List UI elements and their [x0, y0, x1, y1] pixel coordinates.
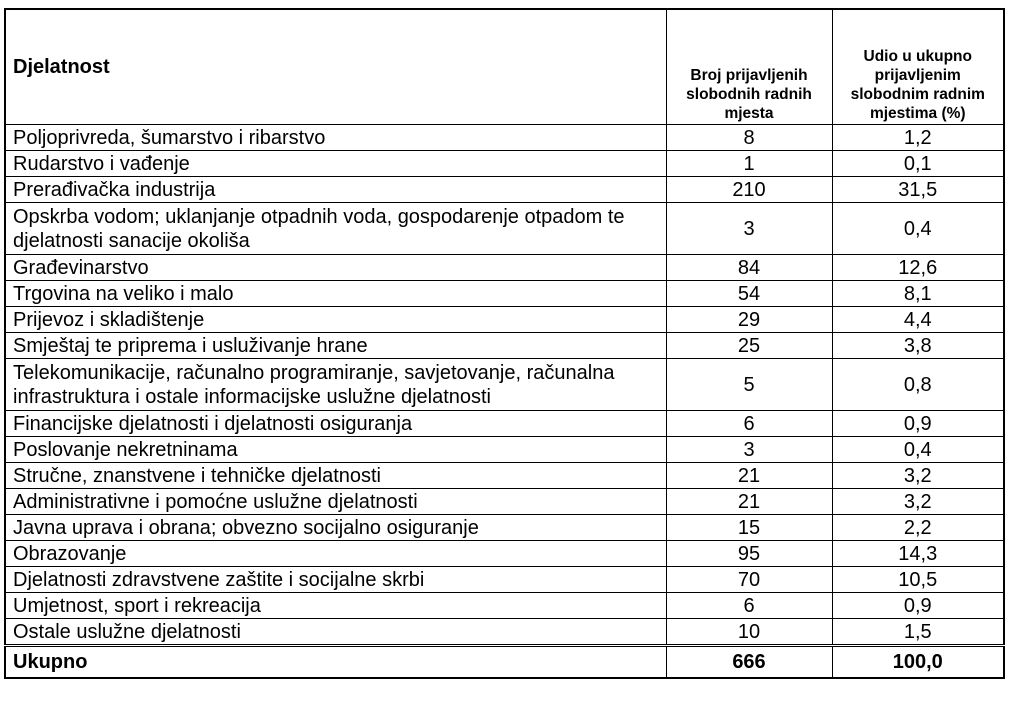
- table-row: [5, 333, 1004, 359]
- row-activity: Obrazovanje: [5, 541, 666, 567]
- header-activity: Djelatnost: [5, 9, 666, 125]
- row-share: 31,5: [832, 177, 1004, 203]
- table-row: [5, 619, 1004, 646]
- row-share: 0,9: [832, 593, 1004, 619]
- table-row: [5, 489, 1004, 515]
- row-activity: Stručne, znanstvene i tehničke djelatnosti: [5, 463, 666, 489]
- row-count: 3: [666, 203, 832, 255]
- table-row: [5, 593, 1004, 619]
- row-count: 3: [666, 437, 832, 463]
- row-count: 95: [666, 541, 832, 567]
- row-share: 3,2: [832, 489, 1004, 515]
- row-share: 8,1: [832, 281, 1004, 307]
- header-row: [5, 9, 1004, 125]
- row-share: 3,8: [832, 333, 1004, 359]
- total-row: [5, 646, 1004, 679]
- row-activity: Javna uprava i obrana; obvezno socijalno osiguranje: [5, 515, 666, 541]
- table-row: [5, 255, 1004, 281]
- table-row: [5, 125, 1004, 151]
- row-share: 0,9: [832, 411, 1004, 437]
- row-activity: Trgovina na veliko i malo: [5, 281, 666, 307]
- table-row: [5, 359, 1004, 411]
- table-row: [5, 151, 1004, 177]
- row-activity: Administrativne i pomoćne uslužne djelatnosti: [5, 489, 666, 515]
- row-activity: Telekomunikacije, računalno programiranje, savjetovanje, računalna infrastruktura i ostale informacijske uslužne djelatnosti: [5, 359, 666, 411]
- row-count: 10: [666, 619, 832, 646]
- table-row: [5, 567, 1004, 593]
- table-row: [5, 281, 1004, 307]
- row-activity: Poslovanje nekretninama: [5, 437, 666, 463]
- row-count: 25: [666, 333, 832, 359]
- row-share: 0,8: [832, 359, 1004, 411]
- row-share: 2,2: [832, 515, 1004, 541]
- table-row: [5, 541, 1004, 567]
- row-count: 15: [666, 515, 832, 541]
- row-count: 21: [666, 489, 832, 515]
- total-count: 666: [666, 646, 832, 679]
- row-count: 84: [666, 255, 832, 281]
- row-count: 6: [666, 411, 832, 437]
- table-row: [5, 411, 1004, 437]
- row-activity: Poljoprivreda, šumarstvo i ribarstvo: [5, 125, 666, 151]
- row-count: 29: [666, 307, 832, 333]
- table-row: [5, 203, 1004, 255]
- row-activity: Rudarstvo i vađenje: [5, 151, 666, 177]
- table-row: [5, 177, 1004, 203]
- row-share: 0,4: [832, 437, 1004, 463]
- row-share: 1,2: [832, 125, 1004, 151]
- row-activity: Prijevoz i skladištenje: [5, 307, 666, 333]
- row-count: 54: [666, 281, 832, 307]
- row-share: 0,1: [832, 151, 1004, 177]
- table-row: [5, 463, 1004, 489]
- vacancies-table: [4, 8, 1005, 679]
- row-count: 5: [666, 359, 832, 411]
- row-activity: Smještaj te priprema i usluživanje hrane: [5, 333, 666, 359]
- row-count: 210: [666, 177, 832, 203]
- row-activity: Financijske djelatnosti i djelatnosti osiguranja: [5, 411, 666, 437]
- table-row: [5, 307, 1004, 333]
- row-activity: Opskrba vodom; uklanjanje otpadnih voda, gospodarenje otpadom te djelatnosti sanacije okoliša: [5, 203, 666, 255]
- row-count: 21: [666, 463, 832, 489]
- row-activity: Umjetnost, sport i rekreacija: [5, 593, 666, 619]
- row-count: 70: [666, 567, 832, 593]
- row-activity: Prerađivačka industrija: [5, 177, 666, 203]
- row-activity: Građevinarstvo: [5, 255, 666, 281]
- row-share: 3,2: [832, 463, 1004, 489]
- row-share: 10,5: [832, 567, 1004, 593]
- row-activity: Djelatnosti zdravstvene zaštite i socijalne skrbi: [5, 567, 666, 593]
- row-share: 12,6: [832, 255, 1004, 281]
- row-share: 4,4: [832, 307, 1004, 333]
- row-share: 1,5: [832, 619, 1004, 646]
- table-row: [5, 437, 1004, 463]
- row-share: 0,4: [832, 203, 1004, 255]
- row-count: 1: [666, 151, 832, 177]
- row-count: 8: [666, 125, 832, 151]
- header-share: Udio u ukupno prijavljenim slobodnim radnim mjestima (%): [832, 9, 1004, 125]
- total-label: Ukupno: [5, 646, 666, 679]
- row-share: 14,3: [832, 541, 1004, 567]
- row-count: 6: [666, 593, 832, 619]
- table-row: [5, 515, 1004, 541]
- row-activity: Ostale uslužne djelatnosti: [5, 619, 666, 646]
- header-count: Broj prijavljenih slobodnih radnih mjesta: [666, 9, 832, 125]
- total-share: 100,0: [832, 646, 1004, 679]
